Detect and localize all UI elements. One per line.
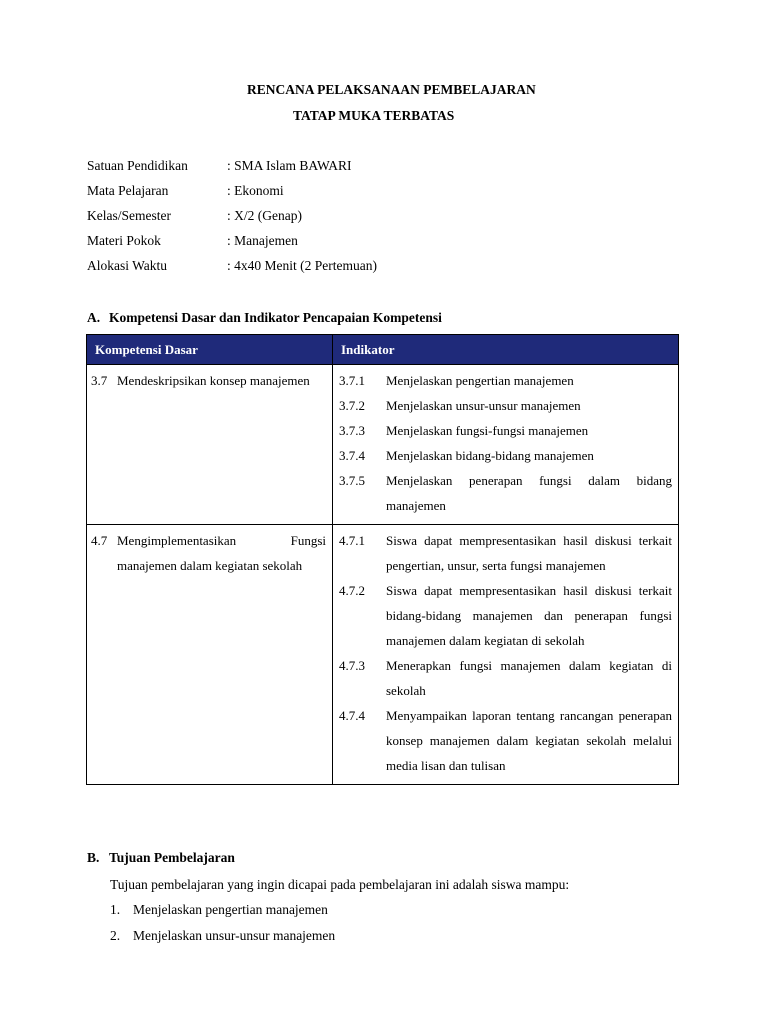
meta-value: : Manajemen — [227, 233, 298, 248]
kd-number: 3.7 — [91, 373, 108, 388]
indicator-number: 3.7.4 — [339, 448, 365, 463]
meta-label: Mata Pelajaran — [87, 183, 169, 198]
indicator-item — [339, 443, 672, 468]
list-text: Menjelaskan unsur-unsur manajemen — [133, 928, 336, 943]
table-row — [87, 365, 679, 525]
indicator-cell — [333, 365, 679, 525]
indicator-number: 3.7.1 — [339, 373, 365, 388]
meta-label: Kelas/Semester — [87, 208, 171, 223]
indicator-cell — [333, 525, 679, 785]
section-title: Kompetensi Dasar dan Indikator Pencapaian Kompetensi — [109, 310, 442, 325]
indicator-item — [339, 703, 672, 778]
indicator-item — [339, 653, 672, 703]
list-item — [110, 928, 335, 954]
kd-text: Mendeskripsikan konsep manajemen — [117, 373, 310, 388]
kd-cell — [87, 525, 333, 785]
section-letter: B. — [87, 850, 100, 865]
meta-label: Satuan Pendidikan — [87, 158, 188, 173]
indicator-item — [339, 368, 672, 393]
indicator-text: Menjelaskan penerapan fungsi dalam bidang manajemen — [386, 473, 672, 513]
indicator-text: Siswa dapat mempresentasikan hasil diskusi terkait bidang-bidang manajemen dan penerapan fungsi manajemen dalam kegiatan di sekolah — [386, 583, 672, 648]
section-b-heading — [87, 850, 235, 866]
indicator-item — [339, 528, 672, 578]
indicator-number: 4.7.3 — [339, 658, 365, 673]
indicator-text: Menjelaskan bidang-bidang manajemen — [386, 448, 594, 463]
list-text: Menjelaskan pengertian manajemen — [133, 902, 328, 917]
indicator-number: 3.7.3 — [339, 423, 365, 438]
kd-cell — [87, 365, 333, 525]
indicator-text: Siswa dapat mempresentasikan hasil diskusi terkait pengertian, unsur, serta fungsi manajemen — [386, 533, 672, 573]
indicator-text: Menjelaskan unsur-unsur manajemen — [386, 398, 581, 413]
section-letter: A. — [87, 310, 101, 325]
header-indikator: Indikator — [333, 335, 679, 365]
kd-number: 4.7 — [91, 533, 108, 548]
indicator-number: 4.7.2 — [339, 583, 365, 598]
document-subtitle: TATAP MUKA TERBATAS — [293, 108, 455, 123]
indicator-text: Menjelaskan fungsi-fungsi manajemen — [386, 423, 589, 438]
indicator-number: 3.7.2 — [339, 398, 365, 413]
indicator-text: Menerapkan fungsi manajemen dalam kegiatan di sekolah — [386, 658, 672, 698]
meta-value: : X/2 (Genap) — [227, 208, 302, 223]
list-number: 2. — [110, 928, 121, 943]
header-kompetensi-dasar: Kompetensi Dasar — [87, 335, 333, 365]
meta-label: Materi Pokok — [87, 233, 161, 248]
section-title: Tujuan Pembelajaran — [109, 850, 235, 865]
document-title: RENCANA PELAKSANAAN PEMBELAJARAN — [247, 82, 536, 97]
table-header-row — [87, 335, 679, 365]
table-row — [87, 525, 679, 785]
meta-value: : Ekonomi — [227, 183, 284, 198]
indicator-item — [339, 578, 672, 653]
indicator-text: Menyampaikan laporan tentang rancangan penerapan konsep manajemen dalam kegiatan sekolah melalui media lisan dan tulisan — [386, 708, 672, 773]
objectives-list — [110, 902, 335, 954]
list-item — [110, 902, 335, 928]
indicator-item — [339, 468, 672, 518]
list-number: 1. — [110, 902, 121, 917]
competency-table — [86, 334, 679, 785]
indicator-text: Menjelaskan pengertian manajemen — [386, 373, 574, 388]
indicator-number: 4.7.4 — [339, 708, 365, 723]
meta-value: : SMA Islam BAWARI — [227, 158, 352, 173]
indicator-number: 3.7.5 — [339, 473, 365, 488]
kd-text: Mengimplementasikan Fungsi manajemen dalam kegiatan sekolah — [117, 533, 326, 573]
indicator-item — [339, 418, 672, 443]
indicator-item — [339, 393, 672, 418]
objectives-intro: Tujuan pembelajaran yang ingin dicapai pada pembelajaran ini adalah siswa mampu: — [110, 877, 570, 892]
indicator-number: 4.7.1 — [339, 533, 365, 548]
meta-label: Alokasi Waktu — [87, 258, 168, 273]
meta-value: : 4x40 Menit (2 Pertemuan) — [227, 258, 377, 273]
section-a-heading — [87, 310, 442, 326]
